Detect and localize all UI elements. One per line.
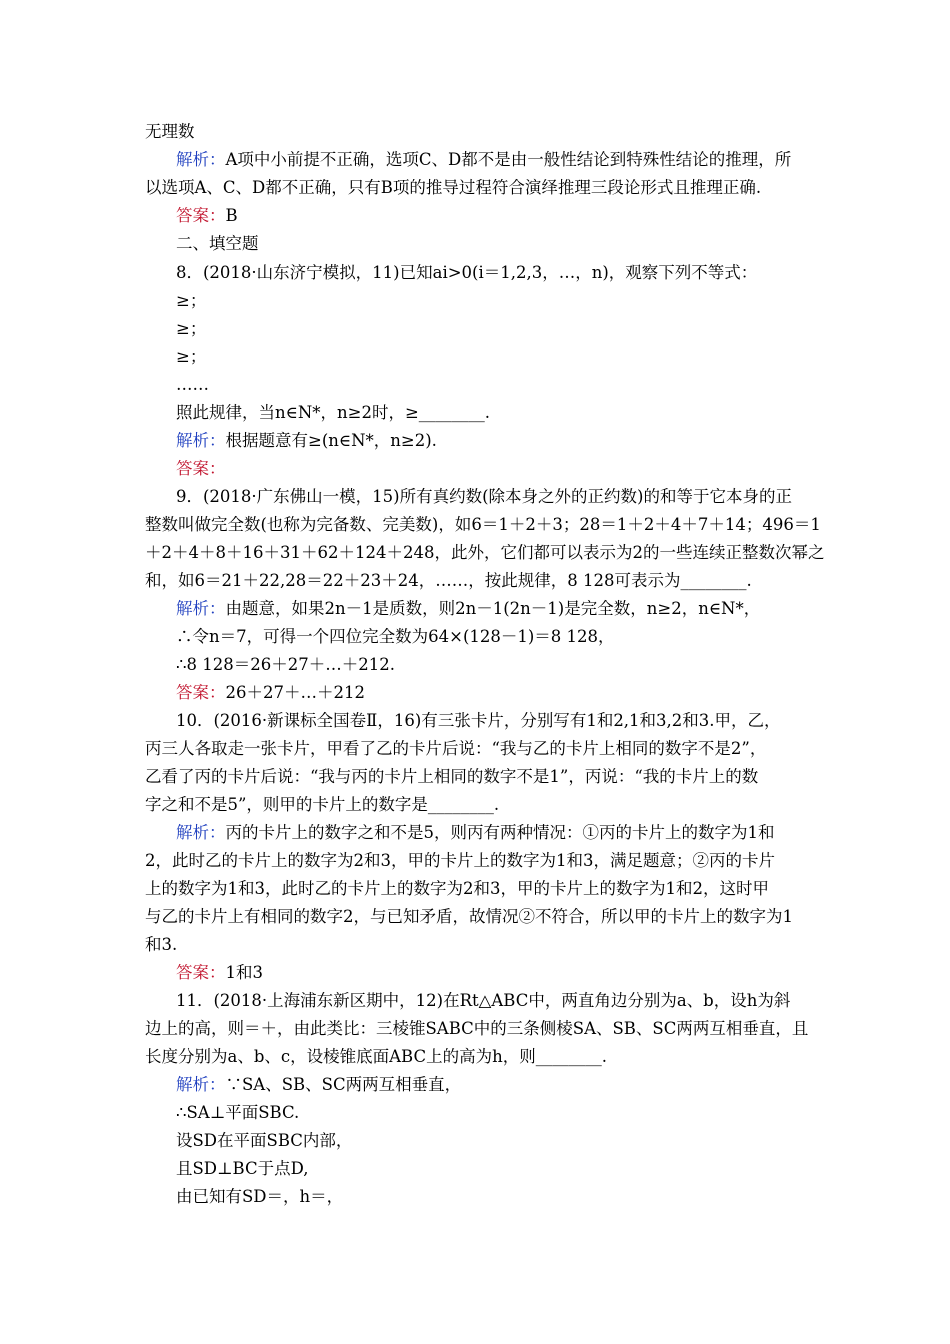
analysis-label: 解析：: [176, 823, 226, 842]
text-line: ＋2＋4＋8＋16＋31＋62＋124＋248，此外，它们都可以表示为2的一些连续正整数次幂之: [145, 543, 825, 562]
question-10: 10．(2016·新课标全国卷Ⅱ，16)有三张卡片，分别写有1和2,1和3,2和3.甲，乙，: [176, 711, 781, 730]
text-line: 以选项A、C、D都不正确，只有B项的推导过程符合演绎推理三段论形式且推理正确.: [145, 178, 762, 197]
analysis-label: 解析：: [176, 150, 226, 169]
text-line: 照此规律，当n∈N*，n≥2时，≥________.: [176, 403, 491, 422]
answer-line: [176, 202, 238, 230]
analysis-line: [176, 1071, 461, 1099]
answer-text: 1和3: [225, 963, 263, 982]
answer-label: 答案：: [176, 206, 226, 225]
answer-label: 答案：: [176, 683, 226, 702]
question-8: 8．(2018·山东济宁模拟，11)已知ai>0(i＝1,2,3，…，n)，观察下列不等式：: [176, 263, 758, 282]
inequality-line: ≥；: [176, 347, 207, 366]
answer-text: 26＋27＋…＋212: [225, 683, 365, 702]
analysis-line: [176, 427, 437, 455]
text-line: 2，此时乙的卡片上的数字为2和3，甲的卡片上的数字为1和3，满足题意；②丙的卡片: [145, 851, 775, 870]
analysis-line: [176, 819, 775, 847]
text-line: 字之和不是5”，则甲的卡片上的数字是________.: [145, 795, 500, 814]
text-line: 与乙的卡片上有相同的数字2，与已知矛盾，故情况②不符合，所以甲的卡片上的数字为1: [145, 907, 793, 926]
text-line: 上的数字为1和3，此时乙的卡片上的数字为2和3，甲的卡片上的数字为1和2，这时甲: [145, 879, 769, 898]
text-line: 丙三人各取走一张卡片，甲看了乙的卡片后说：“我与乙的卡片上相同的数字不是2”，: [145, 739, 767, 758]
inequality-line: ≥；: [176, 291, 207, 310]
answer-line: [176, 959, 263, 987]
text-line: ∴8 128＝26＋27＋…＋212.: [176, 655, 395, 674]
ellipsis-line: ……: [176, 375, 209, 394]
section-heading: 二、填空题: [176, 234, 259, 253]
text-line: 和，如6＝21＋22,28＝22＋23＋24，……，按此规律，8 128可表示为________.: [145, 571, 752, 590]
analysis-text: A项中小前提不正确，选项C、D都不是由一般性结论到特殊性结论的推理，所: [225, 150, 792, 169]
analysis-label: 解析：: [176, 431, 226, 450]
text-line: 由已知有SD＝，h＝，: [176, 1187, 344, 1206]
text-line: 整数叫做完全数(也称为完备数、完美数)，如6＝1＋2＋3；28＝1＋2＋4＋7＋14；496＝1: [145, 515, 821, 534]
analysis-line: [176, 595, 760, 623]
analysis-label: 解析：: [176, 1075, 226, 1094]
analysis-line: [176, 146, 791, 174]
answer-text: B: [225, 206, 238, 225]
analysis-text: 根据题意有≥(n∈N*，n≥2).: [225, 431, 437, 450]
answer-label: 答案：: [176, 963, 226, 982]
answer-line: [176, 455, 226, 483]
question-11: 11．(2018·上海浦东新区期中，12)在Rt△ABC中，两直角边分别为a、b，设h为斜: [176, 991, 791, 1010]
text-line: 和3.: [145, 935, 178, 954]
inequality-line: ≥；: [176, 319, 207, 338]
question-9: 9．(2018·广东佛山一模，15)所有真约数(除本身之外的正约数)的和等于它本身的正: [176, 487, 792, 506]
text-line: 长度分别为a、b、c，设棱锥底面ABC上的高为h，则________.: [145, 1047, 607, 1066]
analysis-text: ∵SA、SB、SC两两互相垂直，: [225, 1075, 462, 1094]
answer-label: 答案：: [176, 459, 226, 478]
text-line: ∴SA⊥平面SBC.: [176, 1103, 300, 1122]
answer-line: [176, 679, 365, 707]
analysis-text: 由题意，如果2n－1是质数，则2n－1(2n－1)是完全数，n≥2，n∈N*，: [225, 599, 761, 618]
text-line: ∴令n＝7，可得一个四位完全数为64×(128－1)＝8 128，: [176, 627, 615, 646]
analysis-label: 解析：: [176, 599, 226, 618]
analysis-text: 丙的卡片上的数字之和不是5，则丙有两种情况：①丙的卡片上的数字为1和: [225, 823, 775, 842]
text-line: 边上的高，则＝＋，由此类比：三棱锥SABC中的三条侧棱SA、SB、SC两两互相垂直，且: [145, 1019, 809, 1038]
text-line: 无理数: [145, 122, 195, 141]
text-line: 设SD在平面SBC内部，: [176, 1131, 353, 1150]
text-line: 且SD⊥BC于点D,: [176, 1159, 309, 1178]
text-line: 乙看了丙的卡片后说：“我与丙的卡片上相同的数字不是1”，丙说：“我的卡片上的数: [145, 767, 759, 786]
